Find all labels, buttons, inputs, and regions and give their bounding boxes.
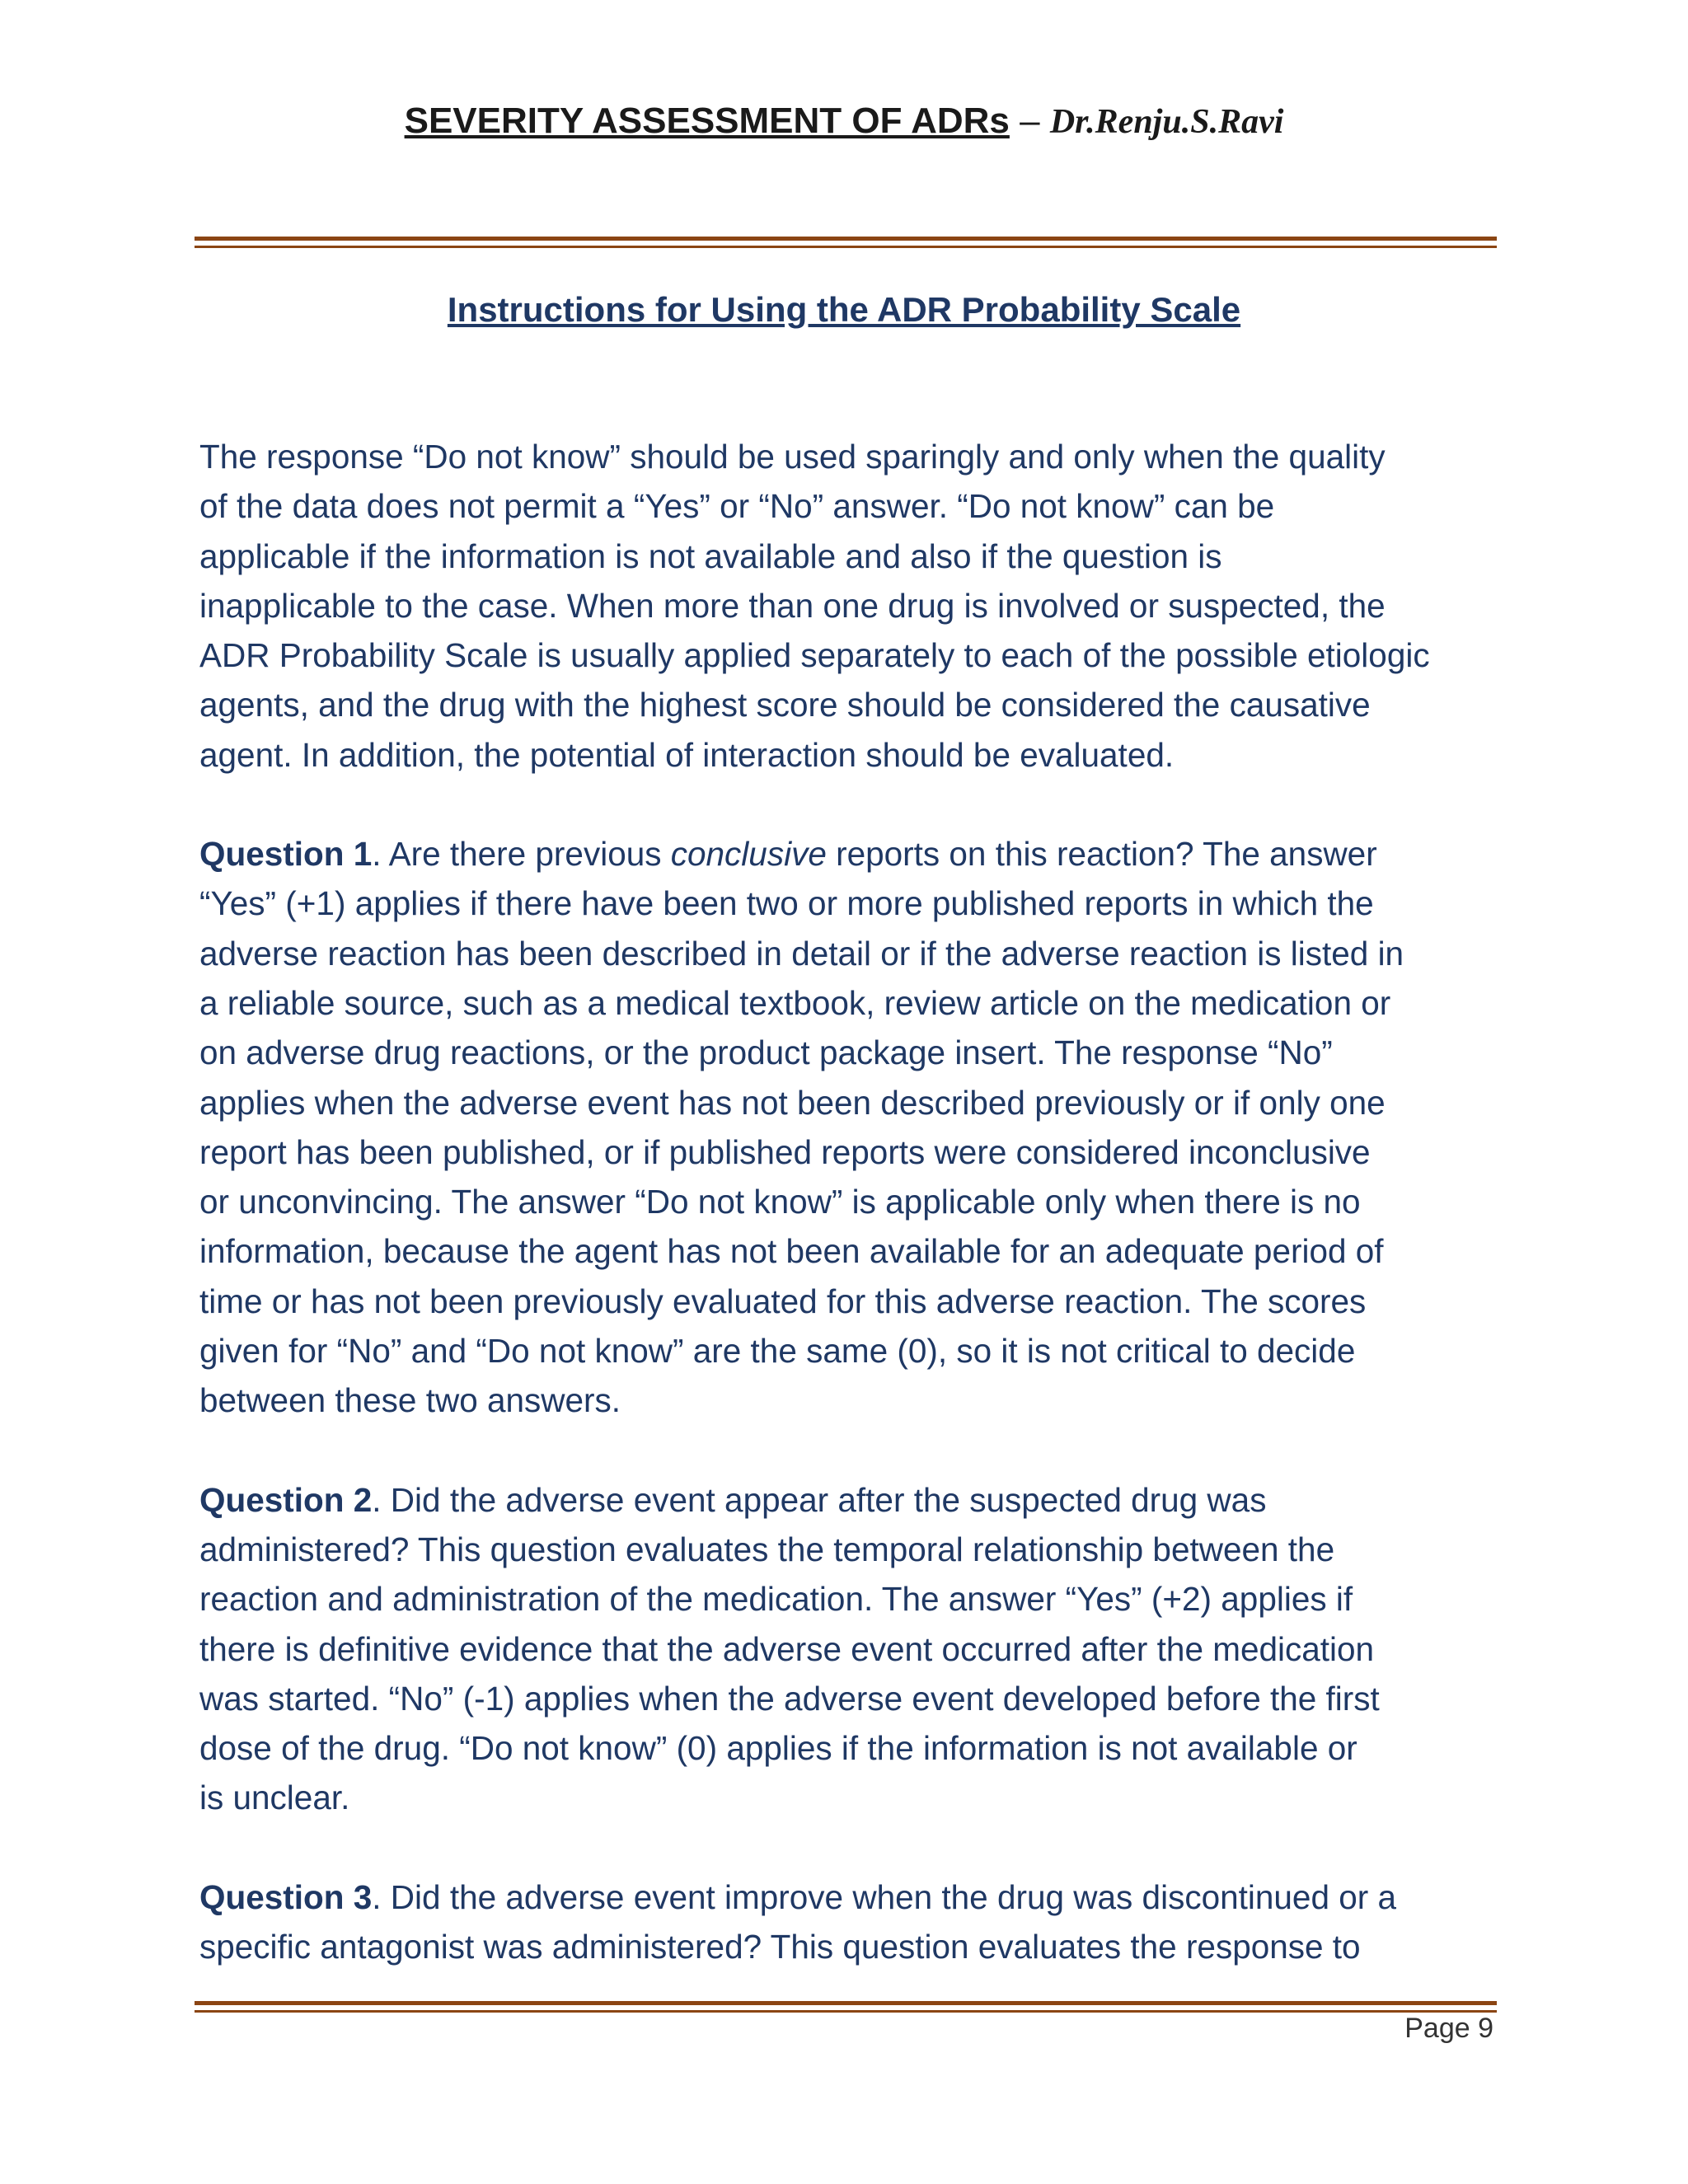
text-line: was started. “No” (-1) applies when the adverse event developed before the first — [199, 1679, 1380, 1718]
text-line: agent. In addition, the potential of interaction should be evaluated. — [199, 735, 1175, 774]
question-3-label: Question 3 — [199, 1877, 373, 1916]
text-line: adverse reaction has been described in detail or if the adverse reaction is listed in — [199, 934, 1404, 972]
text-line — [199, 829, 1502, 879]
text-line: dose of the drug. “Do not know” (0) applies if the information is not available or — [199, 1729, 1357, 1768]
header-separator: – — [1009, 101, 1050, 141]
text-line: information, because the agent has not been available for an adequate period of — [199, 1232, 1384, 1271]
section-title: Instructions for Using the ADR Probability Scale — [447, 290, 1241, 329]
intro-paragraph — [199, 432, 1502, 780]
question-2-text: . Did the adverse event appear after the suspected drug was — [372, 1480, 1267, 1519]
text-line: of the data does not permit a “Yes” or “No” answer. “Do not know” can be — [199, 487, 1275, 526]
text-line: given for “No” and “Do not know” are the same (0), so it is not critical to decide — [199, 1332, 1356, 1371]
text-line: report has been published, or if published reports were considered inconclusive — [199, 1132, 1371, 1171]
text-line: inapplicable to the case. When more than one drug is involved or suspected, the — [199, 586, 1386, 625]
text-line: applicable if the information is not available and also if the question is — [199, 537, 1222, 575]
header-divider — [195, 237, 1497, 248]
text-line: “Yes” (+1) applies if there have been two or more published reports in which the — [199, 884, 1374, 923]
text-line: on adverse drug reactions, or the product package insert. The response “No” — [199, 1033, 1333, 1072]
page-header — [0, 101, 1688, 142]
header-title: SEVERITY ASSESSMENT OF ADRs — [404, 101, 1010, 141]
text-line: is unclear. — [199, 1779, 350, 1817]
text-line: administered? This question evaluates the temporal relationship between the — [199, 1530, 1335, 1568]
text-line: reaction and administration of the medication. The answer “Yes” (+2) applies if — [199, 1580, 1353, 1619]
header-author: Dr.Renju.S.Ravi — [1049, 103, 1284, 141]
body-text — [199, 432, 1502, 2021]
question-1-label: Question 1 — [199, 835, 373, 874]
text-line: agents, and the drug with the highest score should be considered the causative — [199, 686, 1371, 724]
text-line: a reliable source, such as a medical textbook, review article on the medication or — [199, 983, 1391, 1022]
question-1-text-pre: . Are there previous — [372, 835, 671, 874]
page-number: Page 9 — [1404, 2013, 1493, 2044]
text-line: The response “Do not know” should be used sparingly and only when the quality — [199, 438, 1386, 476]
question-3-paragraph — [199, 1872, 1502, 1972]
question-1-text-post: reports on this reaction? The answer — [826, 835, 1377, 874]
question-3-text: . Did the adverse event improve when the drug was discontinued or a — [372, 1877, 1397, 1916]
emphasis-conclusive: conclusive — [670, 835, 827, 874]
text-line: time or has not been previously evaluated for this adverse reaction. The scores — [199, 1282, 1367, 1320]
question-2-paragraph — [199, 1475, 1502, 1823]
text-line — [199, 1475, 1502, 1525]
text-line: specific antagonist was administered? This question evaluates the response to — [199, 1928, 1361, 1966]
text-line — [199, 1872, 1502, 1922]
text-line: applies when the adverse event has not been described previously or if only one — [199, 1083, 1386, 1122]
question-1-paragraph — [199, 829, 1502, 1426]
text-line: ADR Probability Scale is usually applied separately to each of the possible etiologic — [199, 636, 1430, 675]
question-2-label: Question 2 — [199, 1480, 373, 1519]
text-line: or unconvincing. The answer “Do not know” is applicable only when there is no — [199, 1183, 1361, 1221]
footer-divider — [195, 2001, 1497, 2013]
text-line: between these two answers. — [199, 1381, 621, 1420]
text-line: there is definitive evidence that the adverse event occurred after the medication — [199, 1629, 1375, 1668]
